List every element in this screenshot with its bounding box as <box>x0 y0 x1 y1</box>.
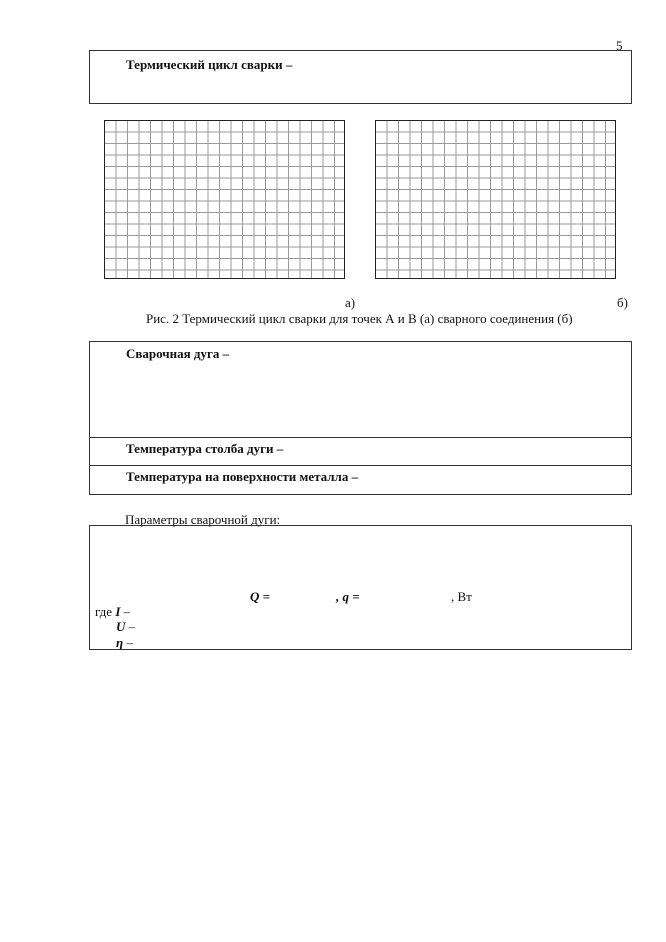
q-small-label-text: , q = <box>336 589 360 604</box>
params-box <box>89 525 632 650</box>
column-temp-label: Температура столба дуги – <box>126 441 284 456</box>
i-symbol: I <box>115 604 121 619</box>
q-label <box>250 589 270 605</box>
figure-label-b: б) <box>617 295 628 310</box>
surface-temp-label: Температура на поверхности металла – <box>126 469 359 484</box>
arc-table-divider-1 <box>90 437 631 438</box>
eta-line <box>116 635 133 651</box>
grid-chart-b <box>375 120 616 279</box>
eta-dash: – <box>126 635 133 650</box>
params-heading: Параметры сварочной дуги: <box>125 512 281 527</box>
u-dash: – <box>128 619 136 634</box>
arc-table-divider-2 <box>90 465 631 466</box>
unit-label: , Вт <box>451 589 472 604</box>
q-label-text: Q = <box>250 589 271 604</box>
where-line <box>95 604 130 620</box>
thermal-cycle-box <box>89 50 632 104</box>
grid-chart-a <box>104 120 345 279</box>
page-number: 5 <box>616 38 623 53</box>
u-line <box>116 619 135 635</box>
figure-caption: Рис. 2 Термический цикл сварки для точек А и В (а) сварного соединения (б) <box>146 311 573 326</box>
u-symbol: U <box>116 619 126 634</box>
where-word: где <box>95 604 113 619</box>
q-small-label <box>336 589 360 605</box>
eta-symbol: η <box>116 635 124 650</box>
i-dash: – <box>123 604 131 619</box>
thermal-cycle-label: Термический цикл сварки – <box>126 57 293 72</box>
arc-label: Сварочная дуга – <box>126 346 230 361</box>
figure-label-a: а) <box>345 295 356 310</box>
arc-table <box>89 341 632 495</box>
